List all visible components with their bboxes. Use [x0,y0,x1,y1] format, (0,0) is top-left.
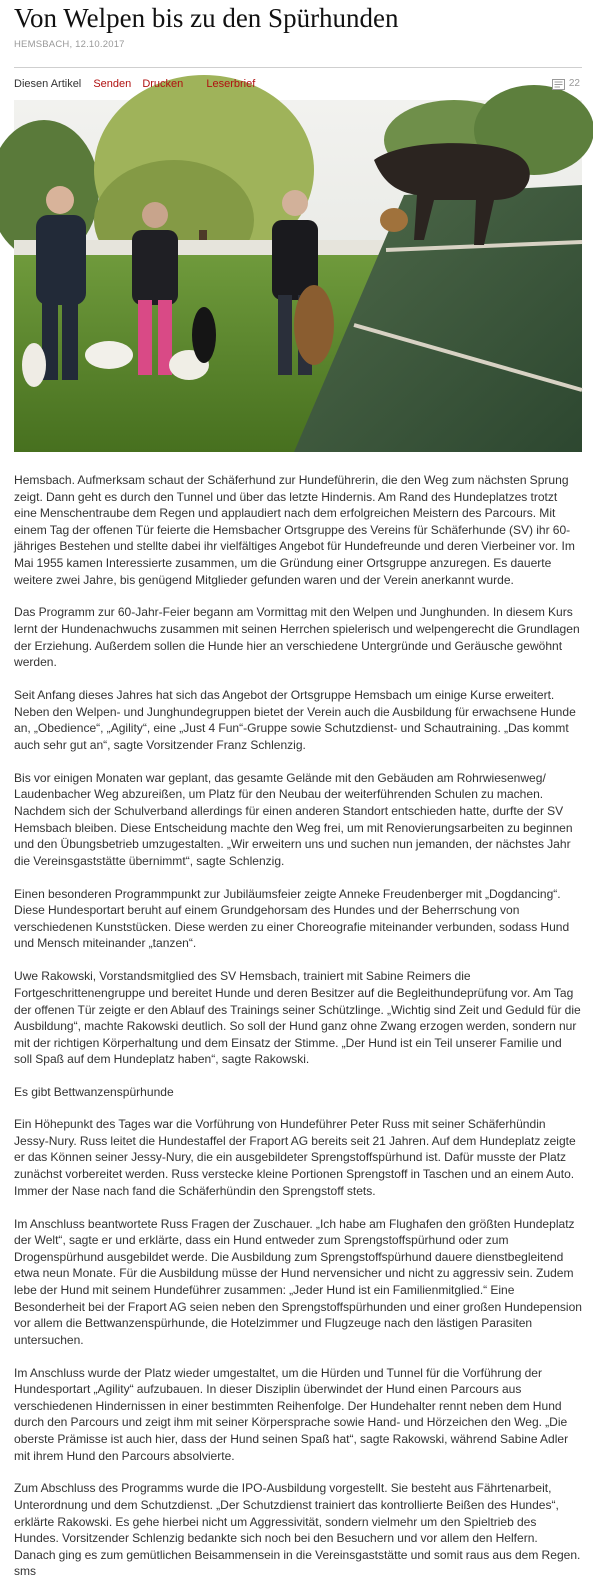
send-link[interactable]: Senden [93,78,132,90]
article-dateline: HEMSBACH, 12.10.2017 [14,39,125,50]
article-body [14,472,582,1580]
paragraph: Seit Anfang dieses Jahres hat sich das Angebot der Ortsgruppe Hemsbach um einige Kurse erweitert. Neben den Welpen- und Junghundegruppen bietet der Verein auch die Ausbildung für erwachsene Hunde an, „Obedience“, „Agility“, eine „Just 4 Fun“-Gruppe sowie Schutzdienst- und Schautraining. „Das kommt auch sehr gut an“, sagte Vorsitzender Franz Schlenzig. [14,688,576,752]
subheading: Es gibt Bettwanzenspürhunde [14,1085,174,1100]
paragraph: Zum Abschluss des Programms wurde die IPO-Ausbildung vorgestellt. Sie besteht aus Fährtenarbeit, Unterordnung und dem Schutzdienst. „Der Schutzdienst trainiert das kontrollierte Beißen des Hundes“, erklärte Rakowski. Es gehe hierbei nicht um Aggressivität, sondern vielmehr um den Spieltrieb des Hundes. Vorsitzender Schlenzig bedankte sich noch bei den Besuchern und vor allem den Helfern. Danach ging es zum gemütlichen Beisammensein in die Vereinsgaststätte und somit raus aus dem Regen. sms [14,1481,581,1579]
comments-link[interactable] [552,74,580,94]
paragraph: Einen besonderen Programmpunkt zur Jubiläumsfeier zeigte Anneke Freudenberger mit „Dogdancing“. Diese Hundesportart beruht auf einem Grundgehorsam des Hundes und der Beherrschung von verschiedenen Kunststücken. Diese werden zu einer Choreografie miteinander verbunden, sodass Hund und Mensch miteinander „tanzen“. [14,886,570,951]
dog-training-photo [14,100,582,452]
paragraph: Im Anschluss wurde der Platz wieder umgestaltet, um die Hürden und Tunnel für die Vorführung der Hundesportart „Agility“ aufzubauen. In dieser Disziplin überwindet der Hund einen Parcours aus verschiedenen Hindernissen in einer bestimmten Reihenfolge. Der Hundehalter rennt neben dem Hund durch den Parcours und zeigt ihm mit seiner Körpersprache sowie Hand- und Hörzeichen den Weg. „Die oberste Prämisse ist auch hier, dass der Hund seinen Spaß hat“, sagte Rakowski, während Sabine Adler mit ihrem Hund den Parcours absolvierte. [14,1365,569,1463]
paragraph: Hemsbach. Aufmerksam schaut der Schäferhund zur Hundeführerin, die den Weg zum nächsten Sprung zeigt. Dann geht es durch den Tunnel und über das letzte Hindernis. Am Rand des Hundeplatzes trotzt eine Menschentraube dem Regen und applaudiert nach dem erfolgreichen Meistern des Parcours. Mit einem Tag der offenen Tür feierte die Hemsbacher Ortsgruppe des Vereins für Schäferhunde (SV) ihr 60-jähriges Bestehen und stellte dabei ihr vielfältiges Angebot für Hundefreunde und deren Vierbeiner vor. Im Mai 1955 kamen Interessierte zusammen, um die Gründung einer Ortsgruppe anzuregen. Es dauerte weitere zwei Jahre, bis genügend Mitglieder gefunden waren und der Verein anerkannt wurde. [14,473,575,587]
article-toolbar [14,74,582,96]
article-title: Von Welpen bis zu den Spürhunden [14,3,399,33]
toolbar-label: Diesen Artikel [14,78,82,90]
paragraph: Bis vor einigen Monaten war geplant, das gesamte Gelände mit den Gebäuden am Rohrwiesenweg/ Laudenbacher Weg abzureißen, um Platz für den Neubau der weiterführenden Schulen zu machen. Nachdem sich der Schulverband allerdings für einen anderen Standort entschieden hatte, durfte der SV Hemsbach bleiben. Diese Entscheidung machte den Weg frei, um mit Renovierungsarbeiten zu beginnen und den Übungsbetrieb umzugestalten. „Wir erweitern uns und suchen nun jemanden, der nächstes Jahr die Vereinsgaststätte übernimmt“, sagte Schlenzig. [14,770,573,868]
paragraph: Ein Höhepunkt des Tages war die Vorführung von Hundeführer Peter Russ mit seiner Schäferhündin Jessy-Nury. Russ leitet die Hundestaffel der Fraport AG bereits seit 21 Jahren. Auf dem Hundeplatz zeigte er das Können seiner Jessy-Nury, die ein ausgebildeter Sprengstoffspürhund ist. Dafür musste der Platz zunächst vorbereitet werden. Russ verstecke kleine Portionen Sprengstoff in Taschen und an einem Auto. Immer der Nase nach fand die Schäferhündin den Sprengstoff stets. [14,1117,576,1198]
divider [14,67,582,68]
paragraph: Im Anschluss beantwortete Russ Fragen der Zuschauer. „Ich habe am Flughafen den größten Hundeplatz der Welt“, sagte er und erklärte, dass ein Hund entweder zum Sprengstoffspürhund oder zum Drogenspürhund ausgebildet werde. Die Ausbildung zum Sprengstoffspürhund dauere dienstbegleitend etwa neun Monate. Für die Ausbildung müsse der Hund nervensicher und nicht zu aggressiv sein. Zudem lebe der Hund mit seinem Hundeführer zusammen: „Jeder Hund ist ein Familienmitglied.“ Eine Besonderheit bei der Fraport AG seien neben den Sprengstoffspürhunden und einer großen Hundepension vor allem die Bettwanzenspürhunde, die Hotelzimmer und Flugzeuge nach den lästigen Parasiten untersuchen. [14,1216,582,1347]
print-link[interactable]: Drucken [142,78,184,90]
paragraph: Das Programm zur 60-Jahr-Feier begann am Vormittag mit den Welpen und Junghunden. In diesem Kurs lernt der Hundenachwuchs zusammen mit seinen Herrchen spielerisch und welpengerecht die Grundlagen der Erziehung. Außerdem sollen die Hunde hier an verschiedene Untergründe und Geräusche gewöhnt werden. [14,605,580,670]
letter-to-editor-link[interactable]: Leserbrief [206,78,256,90]
comment-icon [552,79,565,90]
comment-count: 22 [568,78,580,89]
paragraph: Uwe Rakowski, Vorstandsmitglied des SV Hemsbach, trainiert mit Sabine Reimers die Fortgeschrittenengruppe und bereitet Hunde und deren Besitzer auf die Begleithundeprüfung vor. Am Tag der offenen Tür zeigte er den Ablauf des Trainings seiner Schützlinge. „Wichtig sind Zeit und Geduld für die Ausbildung“, machte Rakowski deutlich. So soll der Hund ganz ohne Zwang erzogen werden, sondern nur mit der richtigen Körperhaltung und dem Einsatz der Stimme. „Der Hund ist ein Teil unserer Familie und soll Spaß auf dem Hundeplatz haben“, sagte Rakowski. [14,969,581,1067]
